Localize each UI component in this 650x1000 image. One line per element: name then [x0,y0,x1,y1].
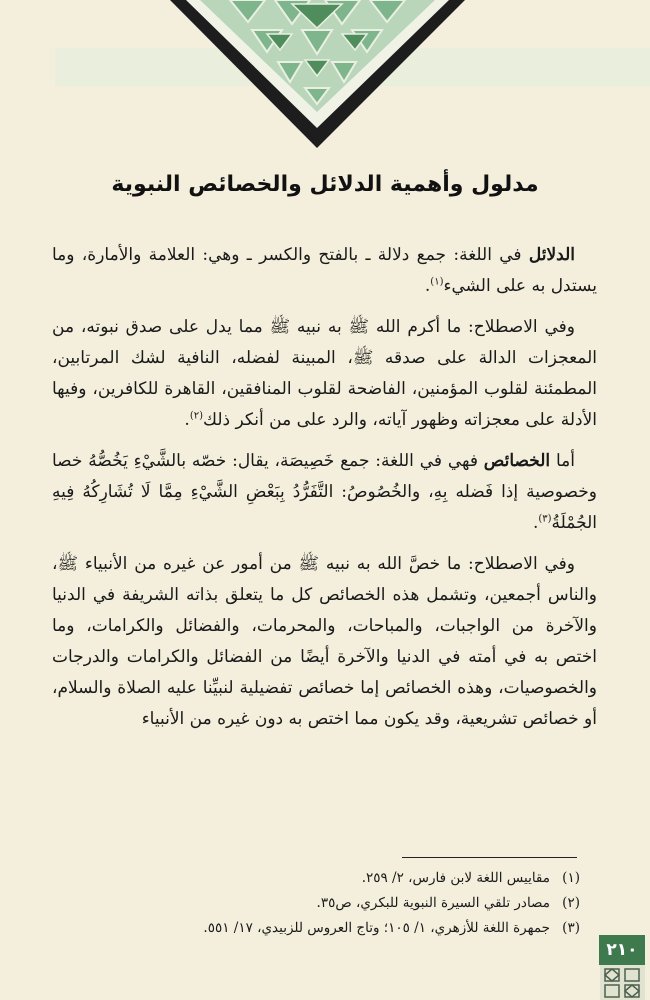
period: . [532,513,539,533]
paragraph-khasais-definition [52,549,597,735]
paragraph-text: فهي في اللغة: جمع خَصِيصَة، يقال: خصّه بالشَّيْءِ يَخُصُّهُ خصا وخصوصية إذا فَضله بِهِ، والخُصُوصُ: التَّفَرُّدُ بِبَعْضِ الشَّيْءِ مِمَّا لَا تُشَارِكُهُ فِيهِ الجُمْلَةُ [52,451,597,533]
section-title: مدلول وأهمية الدلائل والخصائص النبوية [111,172,539,197]
paragraph-text: وفي الاصطلاح: ما خصَّ الله به نبيه ﷺ من أمور عن غيره من الأنبياء ﷺ، والناس أجمعين، وتشمل هذه الخصائص كل ما يتعلق بذاته الشريفة في الدنيا والآخرة من الواجبات، والمباحات، والمحرمات، والفضائل والكرامات، وما اختص به في أمته في الدنيا والآخرة أيضًا من الفضائل والكرامات والدرجات والخصوصيات، وهذه الخصائص إما خصائص تفضيلية لنبيِّنا عليه الصلاة والسلام، أو خصائص تشريعية، وقد يكون مما اختص به دون غيره من الأنبياء [52,554,597,729]
term-khasais: الخصائص [483,451,551,471]
paragraph-text: في اللغة: جمع دلالة ـ بالفتح والكسر ـ وهي: العلامة والأمارة، وما يستدل به على الشيء [52,245,597,296]
footnote-2 [80,891,580,916]
period: . [424,276,431,296]
body-text [52,240,597,745]
islamic-geometric-ornament [170,0,465,148]
paragraph-dalail-definition [52,312,597,436]
period: . [184,410,190,430]
footnote-text: جمهرة اللغة للأزهري، ١/ ١٠٥؛ وتاج العروس للزبيدي، ١٧/ ٥٥١. [203,920,550,936]
footnote-number: (٣) [562,920,580,936]
footnote-3 [80,916,580,941]
term-prefix: أما [550,451,575,471]
footnote-text: مصادر تلقي السيرة النبوية للبكري، ص٣٥. [316,895,550,911]
paragraph-text: وفي الاصطلاح: ما أكرم الله ﷺ به نبيه ﷺ مما يدل على صدق نبوته، من المعجزات الدالة على صدقه ﷺ، المبينة لفضله، النافية لشك المرتابين، المطمئنة لقلوب المؤمنين، الفاضحة لقلوب المنافقين، القاهرة للكافرين، وفيها الأدلة على معجزاته وظهور آياته، والرد على من أنكر ذلك [52,317,597,430]
paragraph-dalail [52,240,597,302]
footnote-number: (١) [562,870,580,886]
paragraph-khasais [52,446,597,539]
footnote-text: مقاييس اللغة لابن فارس، ٢/ ٢٥٩. [361,870,550,886]
footnotes [80,866,580,941]
footnote-1 [80,866,580,891]
corner-ornament-icon [600,965,645,1000]
footnote-number: (٢) [562,895,580,911]
footnote-ref[interactable]: (١) [430,276,444,288]
footnote-ref[interactable]: (٢) [189,410,204,422]
footnote-separator [402,857,577,858]
page-number: ٢١٠ [599,935,645,965]
footnote-ref[interactable]: (٣) [538,513,552,525]
term-dalail: الدلائل [528,245,575,265]
